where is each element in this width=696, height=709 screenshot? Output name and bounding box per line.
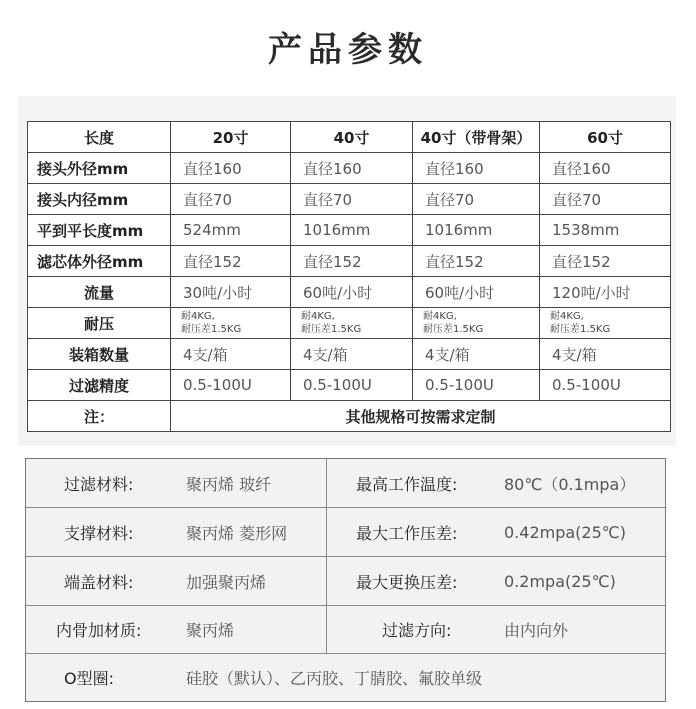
table-cell: 1016mm bbox=[291, 215, 413, 246]
page-title: 产品参数 bbox=[268, 30, 428, 70]
table-cell: 直径70 bbox=[413, 184, 540, 215]
column-divider bbox=[326, 557, 327, 605]
table-cell bbox=[540, 308, 671, 339]
header-cell: 长度 bbox=[28, 122, 171, 153]
note-text: 其他规格可按需求定制 bbox=[171, 401, 671, 432]
table-cell bbox=[171, 308, 291, 339]
cell-line: 耐压差1.5KG bbox=[423, 324, 484, 335]
info-box bbox=[25, 458, 666, 702]
info-label: 最大更换压差: bbox=[356, 572, 458, 592]
table-cell: 直径70 bbox=[540, 184, 671, 215]
table-cell bbox=[291, 308, 413, 339]
table-cell: 4支/箱 bbox=[540, 339, 671, 370]
info-value: 聚丙烯 菱形网 bbox=[186, 523, 288, 543]
table-cell: 60吨/小时 bbox=[413, 277, 540, 308]
table-cell: 0.5-100U bbox=[540, 370, 671, 401]
info-row bbox=[26, 654, 665, 701]
row-label: 接头内径mm bbox=[28, 184, 171, 215]
table-cell: 直径160 bbox=[291, 153, 413, 184]
table-cell: 直径152 bbox=[291, 246, 413, 277]
table-row bbox=[28, 277, 671, 308]
column-divider bbox=[326, 459, 327, 507]
table-cell: 直径152 bbox=[413, 246, 540, 277]
table-row bbox=[28, 370, 671, 401]
info-label: 最高工作温度: bbox=[356, 474, 458, 494]
info-row bbox=[26, 508, 665, 557]
row-label: 接头外径mm bbox=[28, 153, 171, 184]
row-label: 装箱数量 bbox=[28, 339, 171, 370]
cell-line: 耐压差1.5KG bbox=[301, 324, 362, 335]
table-cell: 1016mm bbox=[413, 215, 540, 246]
info-value: 加强聚丙烯 bbox=[186, 572, 267, 592]
table-cell: 直径152 bbox=[540, 246, 671, 277]
table-cell bbox=[413, 308, 540, 339]
table-cell: 4支/箱 bbox=[171, 339, 291, 370]
header-cell: 20寸 bbox=[171, 122, 291, 153]
cell-line: 耐压差1.5KG bbox=[181, 324, 242, 335]
table-cell: 0.5-100U bbox=[171, 370, 291, 401]
info-label: 过滤材料: bbox=[64, 474, 134, 494]
row-label: 流量 bbox=[28, 277, 171, 308]
table-row bbox=[28, 184, 671, 215]
info-value: 聚丙烯 玻纤 bbox=[186, 474, 272, 494]
table-cell: 524mm bbox=[171, 215, 291, 246]
info-value: 0.2mpa(25℃) bbox=[504, 571, 616, 591]
table-cell: 60吨/小时 bbox=[291, 277, 413, 308]
row-label: 滤芯体外径mm bbox=[28, 246, 171, 277]
header-cell: 40寸（带骨架） bbox=[413, 122, 540, 153]
table-note-row bbox=[28, 401, 671, 432]
cell-line: 耐4KG, bbox=[181, 311, 215, 322]
info-label: 过滤方向: bbox=[382, 621, 452, 640]
table-header-row bbox=[28, 122, 671, 153]
spec-table bbox=[27, 121, 671, 432]
row-label: 耐压 bbox=[28, 308, 171, 339]
cell-line: 耐4KG, bbox=[550, 311, 584, 322]
row-label: 过滤精度 bbox=[28, 370, 171, 401]
table-cell: 0.5-100U bbox=[291, 370, 413, 401]
table-cell: 直径70 bbox=[291, 184, 413, 215]
info-value: 由内向外 bbox=[504, 621, 569, 640]
info-row bbox=[26, 557, 665, 606]
row-label: 平到平长度mm bbox=[28, 215, 171, 246]
table-cell: 0.5-100U bbox=[413, 370, 540, 401]
table-cell: 1538mm bbox=[540, 215, 671, 246]
info-value: 0.42mpa(25℃) bbox=[504, 522, 626, 542]
table-cell: 直径70 bbox=[171, 184, 291, 215]
table-cell: 直径160 bbox=[413, 153, 540, 184]
info-row bbox=[26, 606, 665, 654]
table-cell: 120吨/小时 bbox=[540, 277, 671, 308]
info-value: 80℃（0.1mpa） bbox=[504, 474, 636, 494]
info-label: 最大工作压差: bbox=[356, 523, 458, 543]
info-label: 支撑材料: bbox=[64, 523, 134, 543]
table-row bbox=[28, 215, 671, 246]
info-value: 聚丙烯 bbox=[186, 621, 235, 640]
info-row bbox=[26, 459, 665, 508]
cell-line: 耐压差1.5KG bbox=[550, 324, 611, 335]
table-cell: 4支/箱 bbox=[291, 339, 413, 370]
info-value: 硅胶（默认）、乙丙胶、丁腈胶、氟胶单级 bbox=[186, 669, 483, 688]
table-row bbox=[28, 339, 671, 370]
info-label: 内骨加材质: bbox=[56, 621, 142, 640]
cell-line: 耐4KG, bbox=[301, 311, 335, 322]
table-cell: 直径160 bbox=[540, 153, 671, 184]
table-cell: 直径160 bbox=[171, 153, 291, 184]
table-cell: 30吨/小时 bbox=[171, 277, 291, 308]
table-cell: 4支/箱 bbox=[413, 339, 540, 370]
cell-line: 耐4KG, bbox=[423, 311, 457, 322]
table-row bbox=[28, 308, 671, 339]
table-row bbox=[28, 246, 671, 277]
column-divider bbox=[326, 508, 327, 556]
header-cell: 40寸 bbox=[291, 122, 413, 153]
note-label: 注： bbox=[28, 401, 171, 432]
table-row bbox=[28, 153, 671, 184]
table-cell: 直径152 bbox=[171, 246, 291, 277]
info-label: 端盖材料: bbox=[64, 572, 134, 592]
column-divider bbox=[326, 606, 327, 653]
header-cell: 60寸 bbox=[540, 122, 671, 153]
info-label: O型圈: bbox=[64, 669, 114, 688]
